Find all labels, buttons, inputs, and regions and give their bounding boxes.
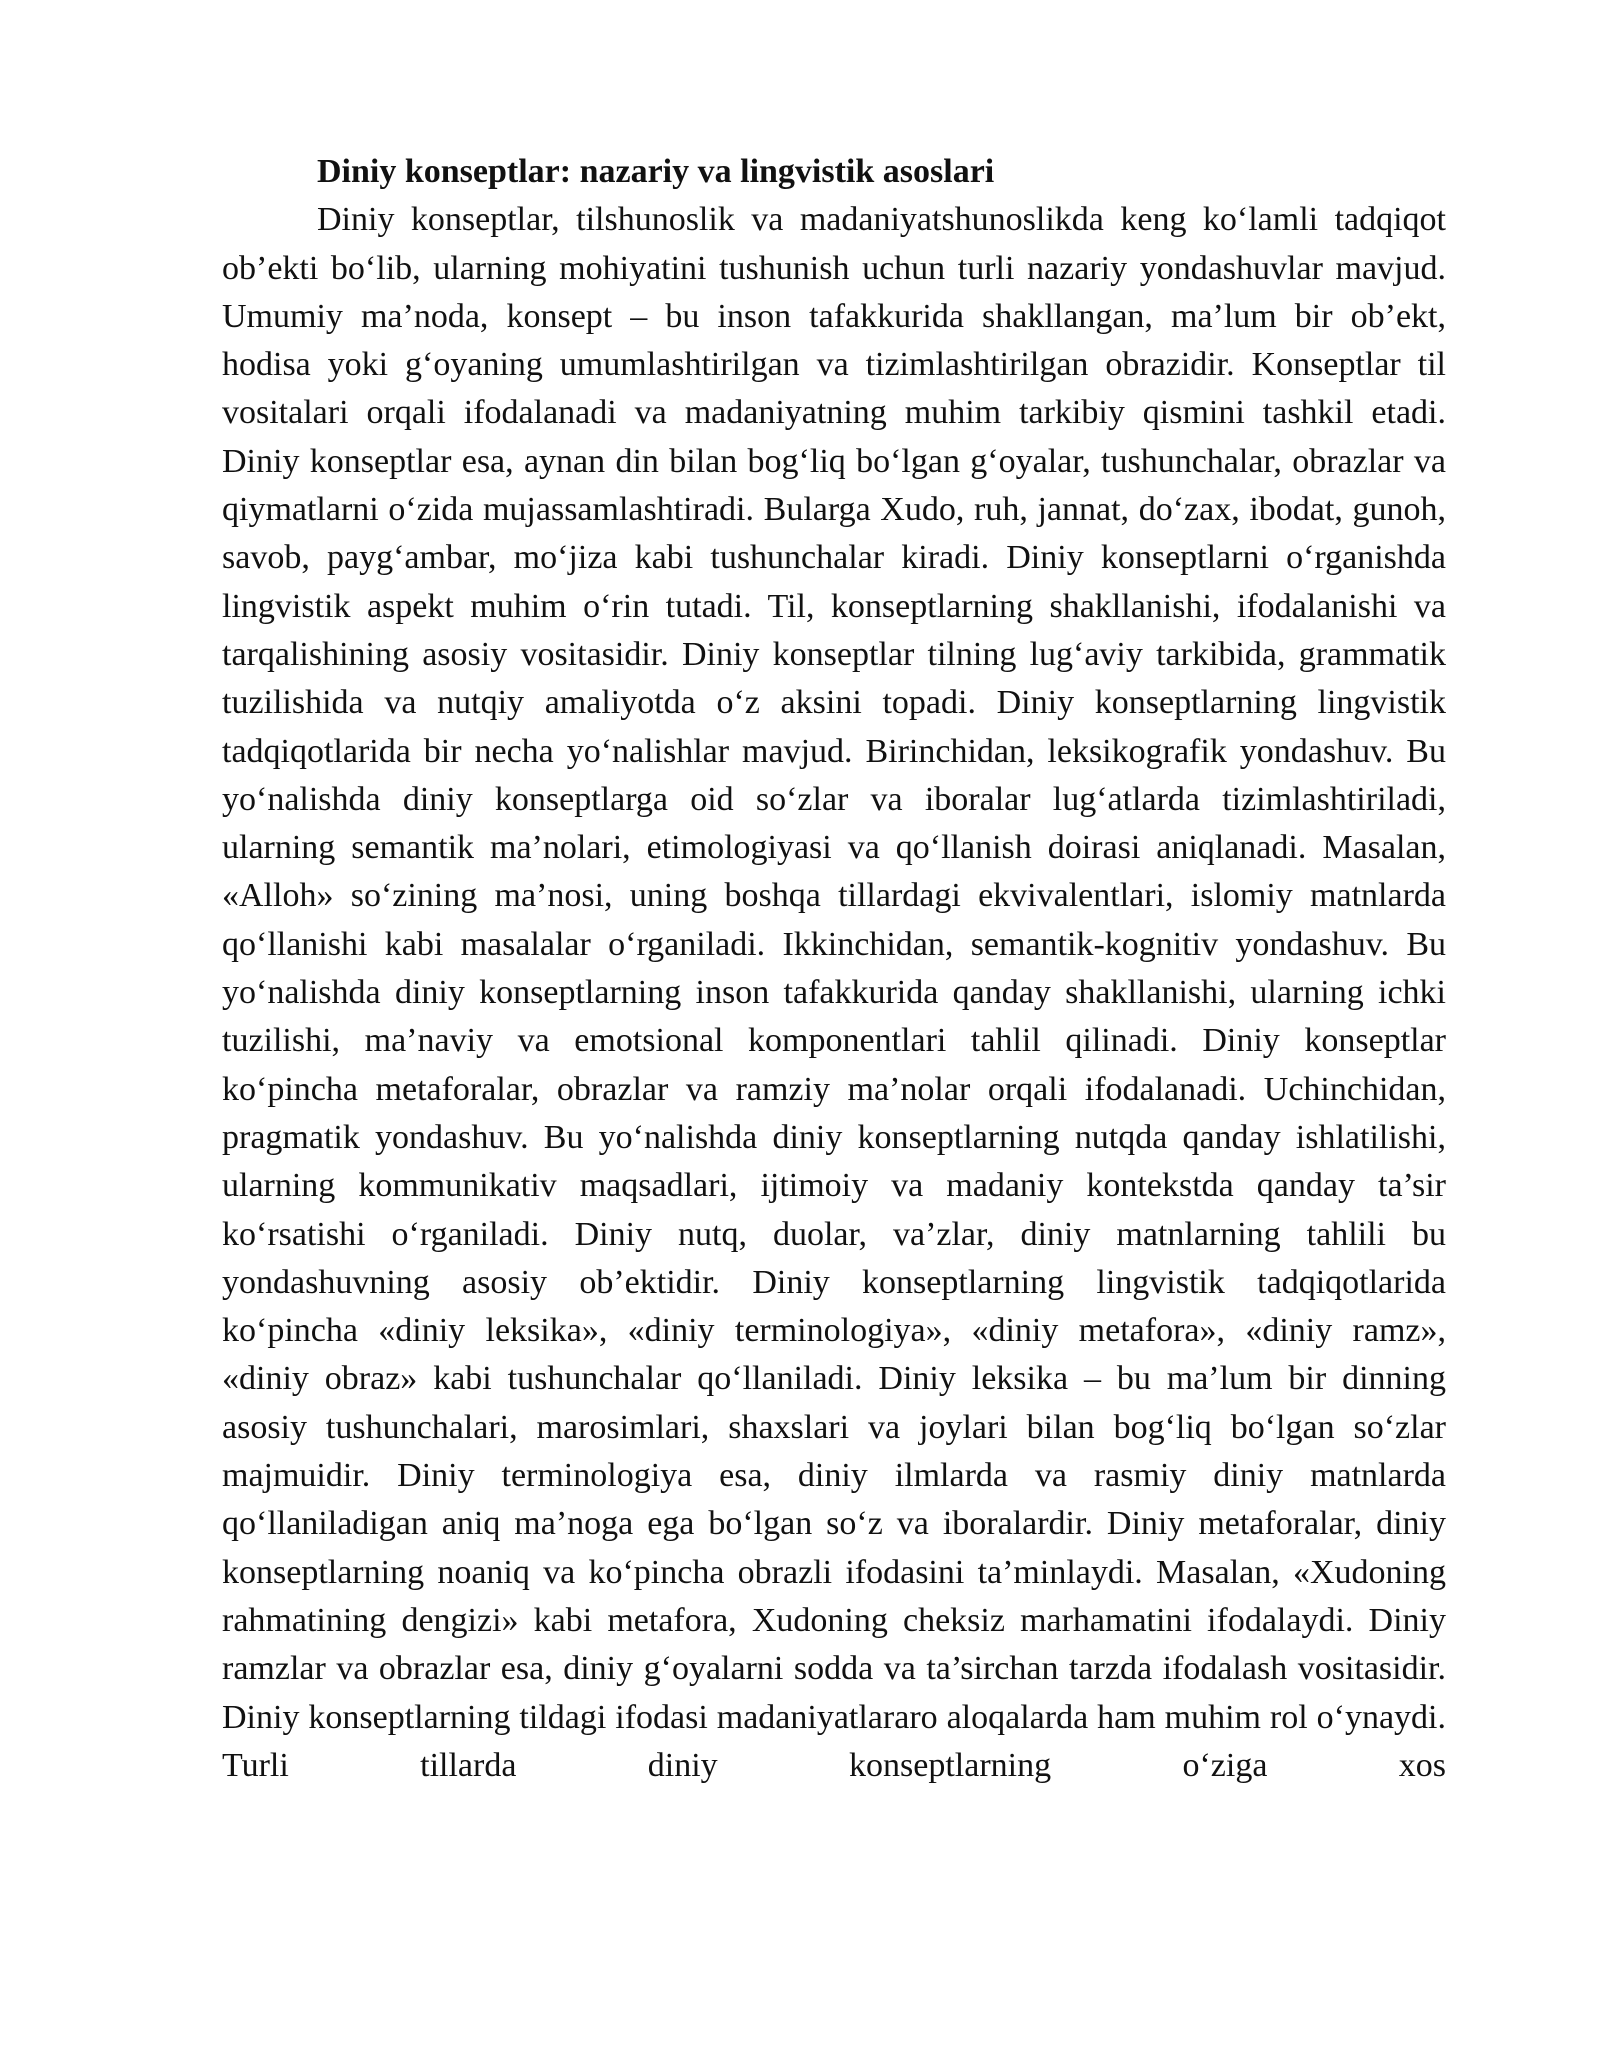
document-body: Diniy konseptlar, tilshunoslik va madaniyatshunoslikda keng ko‘lamli tadqiqot ob’ekti bo‘lib, ularning mohiyatini tushunish uchun turli nazariy yondashuvlar mavjud. Umumiy ma’noda, konsept – bu inson tafakkurida shakllangan, ma’lum bir ob’ekt, hodisa yoki g‘oyaning umumlashtirilgan va tizimlashtirilgan obrazidir. Konseptlar til vositalari orqali ifodalanadi va madaniyatning muhim tarkibiy qismini tashkil etadi. Diniy konseptlar esa, aynan din bilan bog‘liq bo‘lgan g‘oyalar, tushunchalar, obrazlar va qiymatlarni o‘zida mujassamlashtiradi. Bularga Xudo, ruh, jannat, do‘zax, ibodat, gunoh, savob, payg‘ambar, mo‘jiza kabi tushunchalar kiradi. Diniy konseptlarni o‘rganishda lingvistik aspekt muhim o‘rin tutadi. Til, konseptlarning shakllanishi, ifodalanishi va tarqalishining asosiy vositasidir. Diniy konseptlar tilning lug‘aviy tarkibida, grammatik tuzilishida va nutqiy amaliyotda o‘z aksini topadi. Diniy konseptlarning lingvistik tadqiqotlarida bir necha yo‘nalishlar mavjud. Birinchidan, leksikografik yondashuv. Bu yo‘nalishda diniy konseptlarga oid so‘zlar va iboralar lug‘atlarda tizimlashtiriladi, ularning semantik ma’nolari, etimologiyasi va qo‘llanish doirasi aniqlanadi. Masalan, «Alloh» so‘zining ma’nosi, uning boshqa tillardagi ekvivalentlari, islomiy matnlarda qo‘llanishi kabi masalalar o‘rganiladi. Ikkinchidan, semantik-kognitiv yondashuv. Bu yo‘nalishda diniy konseptlarning inson tafakkurida qanday shakllanishi, ularning ichki tuzilishi, ma’naviy va emotsional komponentlari tahlil qilinadi. Diniy konseptlar ko‘pincha metaforalar, obrazlar va ramziy ma’nolar orqali ifodalanadi. Uchinchidan, pragmatik yondashuv. Bu yo‘nalishda diniy konseptlarning nutqda qanday ishlatilishi, ularning kommunikativ maqsadlari, ijtimoiy va madaniy kontekstda qanday ta’sir ko‘rsatishi o‘rganiladi. Diniy nutq, duolar, va’zlar, diniy matnlarning tahlili bu yondashuvning asosiy ob’ektidir. Diniy konseptlarning lingvistik tadqiqotlarida ko‘pincha «diniy leksika», «diniy terminologiya», «diniy metafora», «diniy ramz», «diniy obraz» kabi tushunchalar qo‘llaniladi. Diniy leksika – bu ma’lum bir dinning asosiy tushunchalari, marosimlari, shaxslari va joylari bilan bog‘liq bo‘lgan so‘zlar majmuidir. Diniy terminologiya esa, diniy ilmlarda va rasmiy diniy matnlarda qo‘llaniladigan aniq ma’noga ega bo‘lgan so‘z va iboralardir. Diniy metaforalar, diniy konseptlarning noaniq va ko‘pincha obrazli ifodasini ta’minlaydi. Masalan, «Xudoning rahmatining dengizi» kabi metafora, Xudoning cheksiz marhamatini ifodalaydi. Diniy ramzlar va obrazlar esa, diniy g‘oyalarni sodda va ta’sirchan tarzda ifodalash vositasidir. Diniy konseptlarning tildagi ifodasi madaniyatlararo aloqalarda ham muhim rol o‘ynaydi. Turli tillarda diniy konseptlarning o‘ziga xos xyxy=(222,201,1446,1784)
document-content xyxy=(222,148,1446,1790)
document-title: Diniy konseptlar: nazariy va lingvistik asoslari xyxy=(317,153,995,190)
